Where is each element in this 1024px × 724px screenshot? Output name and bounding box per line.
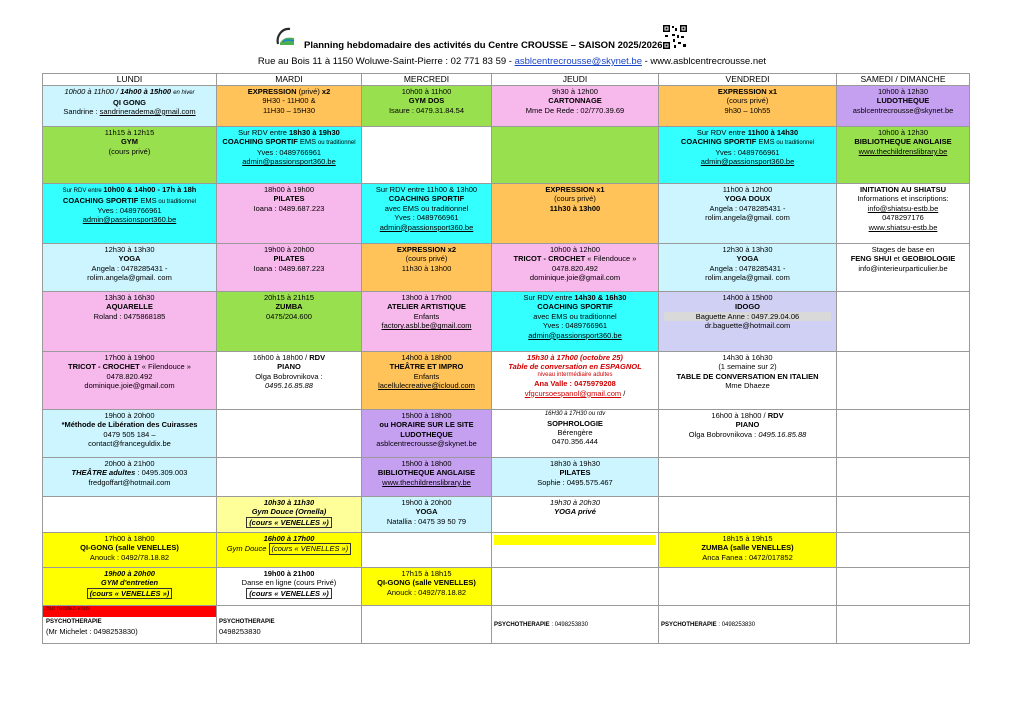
activity-cell: 13h00 à 17h00 ATELIER ARTISTIQUE Enfants factory.asbl.be@gmail.com	[362, 292, 492, 352]
activity-name: COACHING SPORTIF	[680, 137, 757, 147]
activity-cell: 10h00 à 12h00 TRICOT - CROCHET « Filendouce » 0478.820.492 dominique.joie@gmail.com	[492, 244, 659, 292]
activity-cell: 19h00 à 21h00 Danse en ligne (cours Privé) (cours « VENELLES »)	[217, 568, 362, 606]
activity-name: GYM	[120, 137, 139, 147]
activity-name: INITIATION AU SHIATSU	[859, 185, 947, 194]
activity-name: ZUMBA (salle VENELLES)	[701, 543, 794, 553]
activity-name: YOGA	[736, 254, 759, 264]
table-row	[43, 497, 970, 533]
day-header: JEUDI	[492, 74, 659, 86]
activity-cell: 14h00 à 15h00 IDOGO Baguette Anne : 0497.29.04.06 dr.baguette@hotmail.com	[659, 292, 837, 352]
activity-cell: 19h00 à 20h00 YOGA Natallia : 0475 39 50 79	[362, 497, 492, 533]
activity-name: EXPRESSION x2	[396, 245, 457, 254]
empty-cell	[492, 127, 659, 184]
weekly-planning-table	[42, 73, 970, 644]
email-link[interactable]: sandrineradema@gmail.com	[99, 106, 196, 116]
activity-cell: Sur RDV entre 10h00 & 14h00 - 17h à 18h COACHING SPORTIF EMS ou traditionnel Yves : 0489766961 admin@passionsport360.be	[43, 184, 217, 244]
table-row	[43, 244, 970, 292]
empty-cell	[837, 533, 970, 568]
email-link[interactable]: vfgcursoespanol@gmail.com	[524, 388, 622, 398]
qr-code-icon	[662, 24, 688, 50]
activity-name: *Méthode de Libération des Cuirasses	[61, 420, 198, 430]
activity-cell: 18h00 à 19h00 PILATES Ioana : 0489.687.223	[217, 184, 362, 244]
day-header-row	[43, 74, 970, 86]
empty-cell	[837, 458, 970, 497]
activity-name: IDOGO	[734, 302, 760, 312]
activity-name: BIBLIOTHEQUE ANGLAISE	[854, 137, 952, 147]
email-link[interactable]: admin@passionsport360.be	[242, 157, 336, 167]
red-notice-bar: Sur rendez-vous	[43, 606, 216, 617]
activity-name: ZUMBA	[275, 302, 303, 312]
activity-cell: 20h15 à 21h15 ZUMBA 0475/204.600	[217, 292, 362, 352]
activity-name: PIANO	[735, 420, 760, 430]
activity-name: QI-GONG (salle VENELLES)	[80, 543, 179, 553]
activity-cell: 19h00 à 20h00 PILATES Ioana : 0489.687.223	[217, 244, 362, 292]
day-header: VENDREDI	[659, 74, 837, 86]
table-row	[43, 458, 970, 497]
activity-cell: 20h00 à 21h00 THEÂTRE adultes : 0495.309.003 fredgoffart@hotmail.com	[43, 458, 217, 497]
empty-cell	[362, 533, 492, 568]
activity-cell: Sur RDV entre 11h00 à 14h30 COACHING SPORTIF EMS ou traditionnel Yves : 0489766961 admin@passionsport360.be	[659, 127, 837, 184]
activity-name: YOGA privé	[554, 507, 596, 517]
table-row	[43, 86, 970, 127]
empty-cell	[837, 568, 970, 606]
activity-cell: INITIATION AU SHIATSU Informations et inscriptions: info@shiatsu-estb.be 0478297176 www.shiatsu-estb.be	[837, 184, 970, 244]
yellow-bar	[494, 535, 656, 545]
activity-name: EXPRESSION x1	[717, 87, 778, 96]
email-link[interactable]: admin@passionsport360.be	[379, 222, 474, 232]
activity-cell: Sur RDV entre 14h30 & 16h30 COACHING SPORTIF avec EMS ou traditionnel Yves : 0489766961 admin@passionsport360.be	[492, 292, 659, 352]
activity-name: ATELIER ARTISTIQUE	[387, 302, 466, 312]
activity-cell: PSYCHOTHERAPIE : 0498253830	[492, 606, 659, 644]
activity-cell: Sur rendez-vous PSYCHOTHERAPIE (Mr Michelet : 0498253830)	[43, 606, 217, 644]
activity-name: BIBLIOTHEQUE ANGLAISE	[377, 468, 476, 478]
activity-name: SOPHROLOGIE	[547, 418, 603, 428]
activity-name: YOGA DOUX	[724, 194, 771, 204]
email-link[interactable]: lacellulecreative@icloud.com	[378, 381, 475, 391]
activity-cell: PSYCHOTHERAPIE : 0498253830	[659, 606, 837, 644]
email-link[interactable]: factory.asbl.be@gmail.com	[381, 321, 472, 331]
activity-cell: Sur RDV entre 11h00 & 13h00 COACHING SPORTIF avec EMS ou traditionnel Yves : 0489766961 admin@passionsport360.be	[362, 184, 492, 244]
table-row	[43, 568, 970, 606]
empty-cell	[217, 458, 362, 497]
activity-cell: 19h00 à 20h00 *Méthode de Libération des Cuirasses 0479 505 184 – contact@franceguldix.be	[43, 410, 217, 458]
activity-cell: 16h00 à 17h00 Gym Douce (cours « VENELLES »)	[217, 533, 362, 568]
activity-name: GYM DOS	[408, 96, 445, 106]
empty-cell	[362, 606, 492, 644]
activity-cell: 15h00 à 18h00 ou HORAIRE SUR LE SITE LUDOTHEQUE asblcentrecrousse@skynet.be	[362, 410, 492, 458]
activity-name: Table de conversation en ESPAGNOL	[508, 362, 642, 372]
activity-name: CARTONNAGE	[548, 96, 602, 106]
activity-cell: 11h00 à 12h00 YOGA DOUX Angela : 0478285431 - rolim.angela@gmail. com	[659, 184, 837, 244]
activity-cell: 11h15 à 12h15 GYM (cours privé)	[43, 127, 217, 184]
email-link[interactable]: info@shiatsu-estb.be	[867, 203, 939, 213]
empty-cell	[659, 568, 837, 606]
table-row	[43, 533, 970, 568]
activity-name: LUDOTHEQUE	[876, 96, 930, 106]
activity-name: QI-GONG (salle VENELLES)	[377, 578, 476, 588]
empty-cell	[492, 568, 659, 606]
activity-name: ou HORAIRE SUR LE SITE	[379, 420, 474, 430]
email-link[interactable]: asblcentrecrousse@skynet.be	[514, 56, 642, 67]
activity-cell: 19h30 à 20h30 YOGA privé	[492, 497, 659, 533]
empty-cell	[659, 497, 837, 533]
activity-name: PILATES	[273, 194, 305, 204]
activity-cell: 10h00 à 12h30 LUDOTHEQUE asblcentrecrousse@skynet.be	[837, 86, 970, 127]
activity-cell: EXPRESSION x1 (cours privé) 11h30 à 13h00	[492, 184, 659, 244]
email-link[interactable]: admin@passionsport360.be	[82, 215, 177, 225]
activity-cell: 10h00 à 11h00 GYM DOS Isaure : 0479.31.84.54	[362, 86, 492, 127]
email-link[interactable]: admin@passionsport360.be	[528, 330, 622, 340]
activity-name: COACHING SPORTIF	[388, 194, 465, 204]
activity-cell: PSYCHOTHERAPIE 0498253830	[217, 606, 362, 644]
table-row	[43, 606, 970, 644]
activity-name: PILATES	[273, 254, 305, 264]
empty-cell	[217, 410, 362, 458]
activity-name: COACHING SPORTIF	[537, 302, 613, 312]
website-link[interactable]: www.shiatsu-estb.be	[868, 222, 938, 232]
activity-name: YOGA	[415, 507, 438, 517]
activity-cell: 17h00 à 18h00 QI-GONG (salle VENELLES) Anouck : 0492/78.18.82	[43, 533, 217, 568]
activity-cell: 12h30 à 13h30 YOGA Angela : 0478285431 - rolim.angela@gmail. com	[43, 244, 217, 292]
page-header	[0, 22, 1024, 72]
activity-name: Gym Douce (Ornella)	[251, 507, 327, 517]
activity-name: TRICOT - CROCHET	[513, 254, 586, 264]
activity-cell: Stages de base en FENG SHUI et GEOBIOLOGIE info@interieurparticulier.be	[837, 244, 970, 292]
day-header: LUNDI	[43, 74, 217, 86]
empty-cell	[492, 533, 659, 568]
activity-cell: 17h15 à 18h15 QI-GONG (salle VENELLES) Anouck : 0492/78.18.82	[362, 568, 492, 606]
crousse-logo-icon	[274, 26, 298, 48]
website-link[interactable]: www.thechildrenslibrary.be	[382, 477, 471, 487]
empty-cell	[837, 497, 970, 533]
activity-cell: 16H30 à 17H30 ou rdv SOPHROLOGIE Bérengère 0470.356.444	[492, 410, 659, 458]
activity-name: EXPRESSION x1	[545, 185, 605, 194]
activity-cell: 16h00 à 18h00 / RDV PIANO Olga Bobrovnikova : 0495.16.85.88	[659, 410, 837, 458]
activity-name: Gym Douce	[226, 544, 267, 554]
activity-name: Danse en ligne (cours Privé)	[241, 578, 337, 588]
day-header: MERCREDI	[362, 74, 492, 86]
activity-cell: Sur RDV entre 18h30 à 19h30 COACHING SPORTIF EMS ou traditionnel Yves : 0489766961 admin@passionsport360.be	[217, 127, 362, 184]
activity-name: COACHING SPORTIF	[222, 137, 298, 147]
email-link[interactable]: admin@passionsport360.be	[700, 157, 795, 167]
activity-cell: 15h30 à 17h00 (octobre 25) Table de conversation en ESPAGNOL niveau intermédiaire adultes Ana Valle : 0475979208 vfgcursoespanol@gmail.com /	[492, 352, 659, 410]
activity-cell: 9h30 à 12h00 CARTONNAGE Mme De Rede : 02/770.39.69	[492, 86, 659, 127]
activity-cell: 10h30 à 11h30 Gym Douce (Ornella) (cours « VENELLES »)	[217, 497, 362, 533]
table-row	[43, 292, 970, 352]
activity-cell: 19h00 à 20h00 GYM d'entretien (cours « VENELLES »)	[43, 568, 217, 606]
page-title: Planning hebdomadaire des activités du Centre CROUSSE – SAISON 2025/2026	[304, 40, 663, 51]
table-row	[43, 127, 970, 184]
activity-name: TABLE DE CONVERSATION EN ITALIEN	[676, 371, 819, 381]
activity-name: FENG SHUI	[850, 254, 892, 264]
activity-name: THEÂTRE ET IMPRO	[389, 362, 464, 372]
activity-cell: 14h30 à 16h30 (1 semaine sur 2) TABLE DE CONVERSATION EN ITALIEN Mme Dhaeze	[659, 352, 837, 410]
activity-cell: 12h30 à 13h30 YOGA Angela : 0478285431 - rolim.angela@gmail. com	[659, 244, 837, 292]
empty-cell	[837, 352, 970, 410]
activity-name: YOGA	[118, 254, 141, 264]
activity-name: THEÂTRE adultes	[71, 468, 136, 478]
activity-cell: 18h15 à 19h15 ZUMBA (salle VENELLES) Anca Fanea : 0472/017852	[659, 533, 837, 568]
address-text: Rue au Bois 11 à 1150 Woluwe-Saint-Pierre : 02 771 83 59 -	[257, 56, 512, 67]
day-header: MARDI	[217, 74, 362, 86]
activity-cell: 15h00 à 18h00 BIBLIOTHEQUE ANGLAISE www.thechildrenslibrary.be	[362, 458, 492, 497]
activity-cell: EXPRESSION x2 (cours privé) 11h30 à 13h00	[362, 244, 492, 292]
website-text: - www.asblcentrecrousse.net	[644, 56, 767, 67]
website-link[interactable]: www.thechildrenslibrary.be	[858, 146, 948, 156]
activity-cell: 17h00 à 19h00 TRICOT - CROCHET « Filendouce » 0478.820.492 dominique.joie@gmail.com	[43, 352, 217, 410]
table-row	[43, 410, 970, 458]
activity-cell: EXPRESSION x1 (cours privé) 9h30 – 10h55	[659, 86, 837, 127]
activity-name: AQUARELLE	[106, 302, 153, 312]
empty-cell	[837, 292, 970, 352]
day-header: SAMEDI / DIMANCHE	[837, 74, 970, 86]
activity-cell: 13h30 à 16h30 AQUARELLE Roland : 0475868185	[43, 292, 217, 352]
activity-name: PIANO	[277, 362, 301, 372]
activity-name: QI GONG	[113, 97, 146, 107]
activity-cell: 10h00 à 12h30 BIBLIOTHEQUE ANGLAISE www.thechildrenslibrary.be	[837, 127, 970, 184]
activity-cell: 16h00 à 18h00 / RDV PIANO Olga Bobrovnikova : 0495.16.85.88	[217, 352, 362, 410]
table-row	[43, 352, 970, 410]
activity-name: TRICOT - CROCHET	[68, 362, 140, 372]
activity-name: COACHING SPORTIF	[62, 195, 139, 205]
activity-name: GYM d'entretien	[100, 578, 159, 588]
empty-cell	[837, 606, 970, 644]
activity-cell: 14h00 à 18h00 THEÂTRE ET IMPRO Enfants lacellulecreative@icloud.com	[362, 352, 492, 410]
empty-cell	[659, 458, 837, 497]
empty-cell	[362, 127, 492, 184]
empty-cell	[43, 497, 217, 533]
empty-cell	[837, 410, 970, 458]
activity-cell: 18h30 à 19h30 PILATES Sophie : 0495.575.467	[492, 458, 659, 497]
activity-cell: EXPRESSION (privé) x2 9H30 - 11H00 & 11H30 – 15H30	[217, 86, 362, 127]
address-line	[0, 56, 1024, 67]
activity-name: PILATES	[559, 468, 591, 478]
activity-cell: 10h00 à 11h00 / 14h00 à 15h00 en hiver QI GONG Sandrine : sandrineradema@gmail.com	[43, 86, 217, 127]
table-row	[43, 184, 970, 244]
